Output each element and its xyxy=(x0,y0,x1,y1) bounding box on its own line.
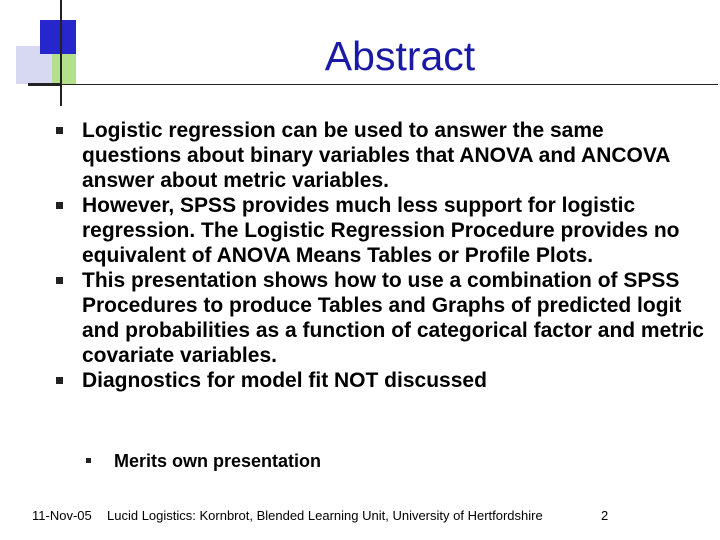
sub-bullet-item xyxy=(86,450,321,472)
bullet-text: However, SPSS provides much less support for logistic regression. The Logistic Regression Procedure provides no equivalent of ANOVA Means Tables or Profile Plots. xyxy=(82,194,680,267)
bullet-square-icon xyxy=(56,202,63,209)
bullet-square-icon xyxy=(56,277,63,284)
bullet-item xyxy=(56,368,706,393)
bullet-square-icon xyxy=(56,377,63,384)
bullet-text: Logistic regression can be used to answer the same questions about binary variables that ANOVA and ANCOVA answer about metric variables. xyxy=(82,119,670,192)
footer-text: Lucid Logistics: Kornbrot, Blended Learning Unit, University of Hertfordshire xyxy=(107,508,543,523)
bullet-text: This presentation shows how to use a combination of SPSS Procedures to produce Tables and Graphs of predicted logit and probabilities as a function of categorical factor and metric covariate variables. xyxy=(82,269,704,367)
slide-title: Abstract xyxy=(324,33,476,79)
decor-square-green xyxy=(52,54,76,84)
decor-square-blue xyxy=(40,20,76,54)
sub-bullet-text: Merits own presentation xyxy=(114,451,322,471)
sub-bullet-list xyxy=(86,450,321,472)
bullet-square-icon xyxy=(56,127,63,134)
sub-bullet-square-icon xyxy=(86,458,91,463)
footer-date: 11-Nov-05 xyxy=(32,508,92,523)
footer-page-number: 2 xyxy=(601,508,609,523)
decor-line-accent xyxy=(28,83,60,86)
bullet-text: Diagnostics for model fit NOT discussed xyxy=(82,369,487,392)
bullet-item xyxy=(56,268,706,368)
bullet-item xyxy=(56,193,706,268)
bullet-list xyxy=(56,118,706,393)
decor-vertical-line xyxy=(60,0,62,106)
decor-horizontal-line xyxy=(28,84,718,85)
bullet-item xyxy=(56,118,706,193)
